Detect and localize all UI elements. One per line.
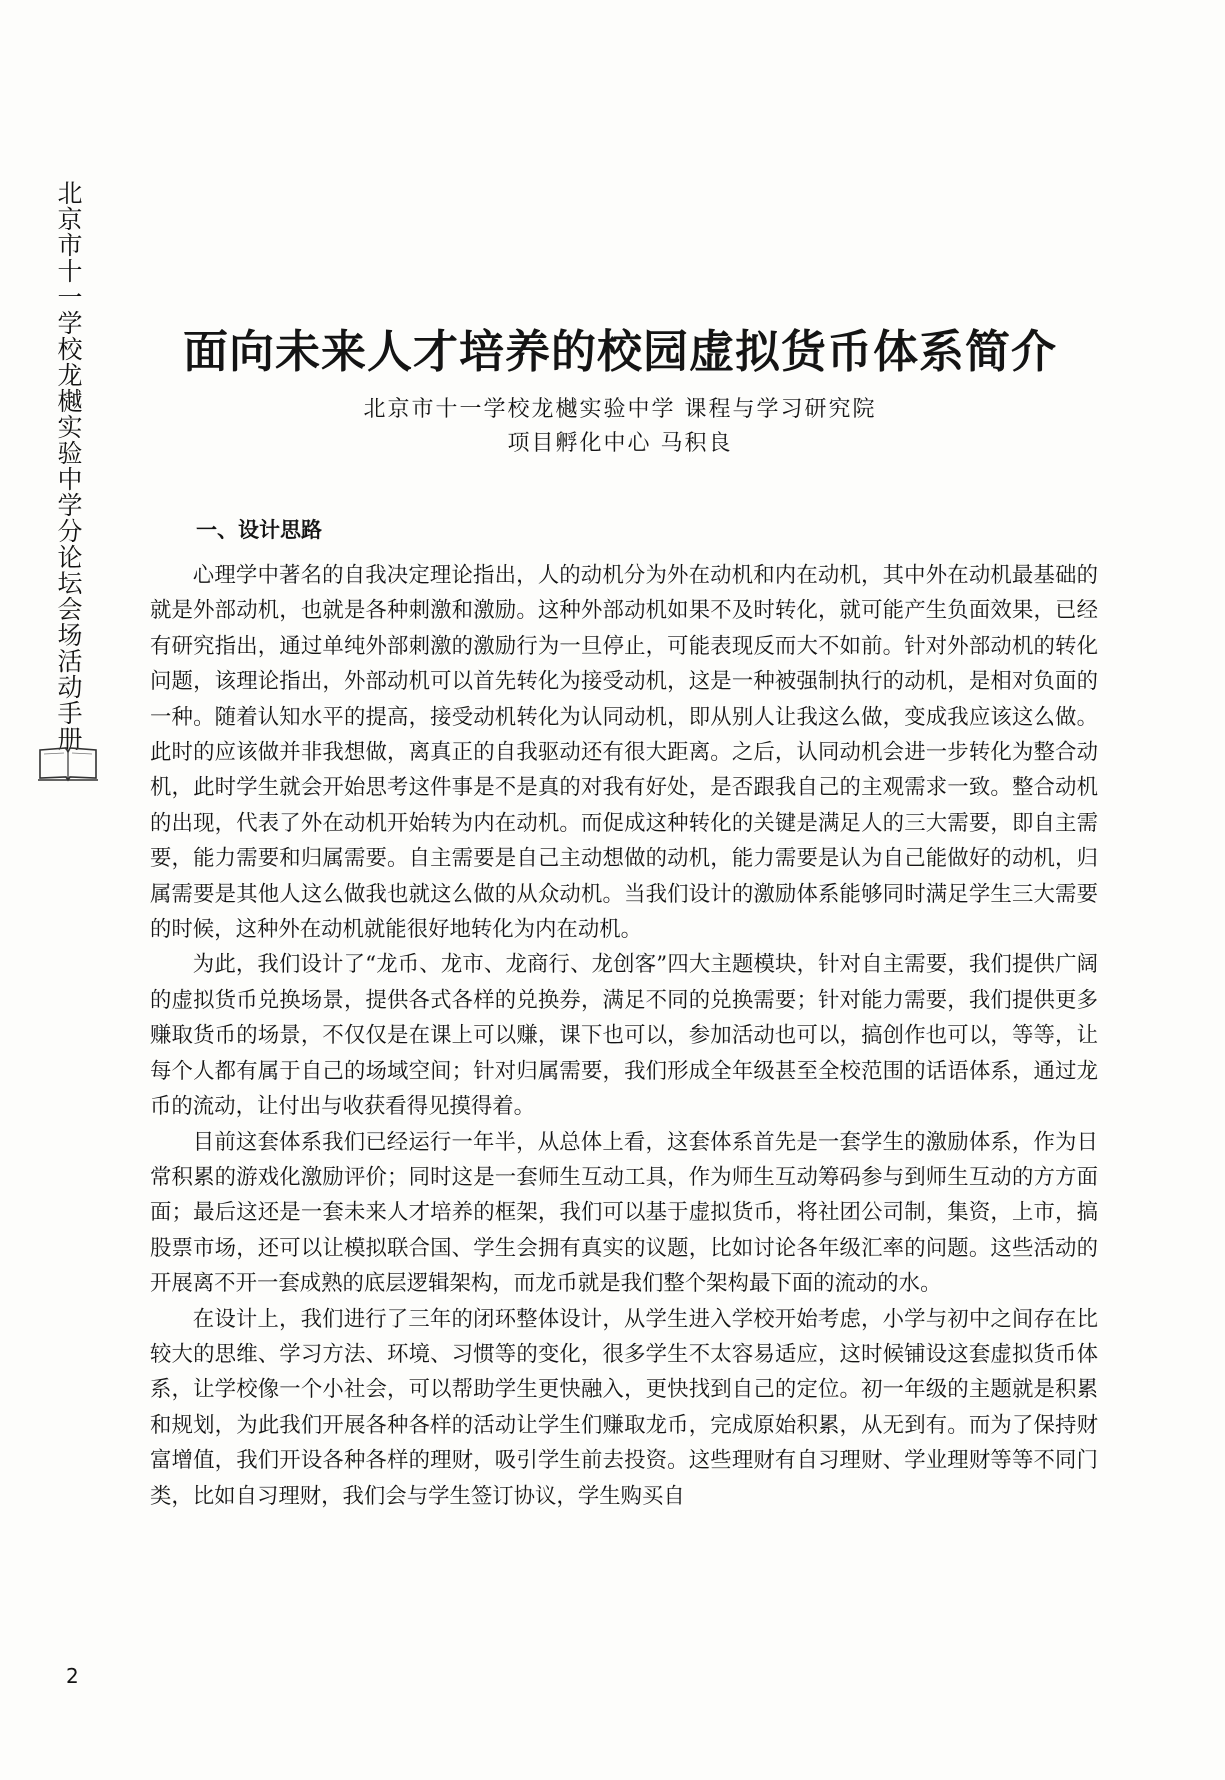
sidebar-title: 北京市十一学校龙樾实验中学分论坛会场活动手册 [54,180,83,752]
page-number: 2 [66,1664,79,1688]
book-icon [36,744,100,784]
paragraph: 在设计上，我们进行了三年的闭环整体设计，从学生进入学校开始考虑，小学与初中之间存在比较大的思维、学习方法、环境、习惯等的变化，很多学生不太容易适应，这时候铺设这套虚拟货币体系，让学校像一个小社会，可以帮助学生更快融入，更快找到自己的定位。初一年级的主题就是积累和规划，为此我们开展各种各样的活动让学生们赚取龙币，完成原始积累，从无到有。而为了保持财富增值，我们开设各种各样的理财，吸引学生前去投资。这些理财有自习理财、学业理财等等不同门类，比如自习理财，我们会与学生签订协议，学生购买自 [150,1306,1098,1509]
section-heading: 一、设计思路 [196,518,322,542]
paragraph: 目前这套体系我们已经运行一年半，从总体上看，这套体系首先是一套学生的激励体系，作为日常积累的游戏化激励评价；同时这是一套师生互动工具，作为师生互动筹码参与到师生互动的方方面面；最后这还是一套未来人才培养的框架，我们可以基于虚拟货币，将社团公司制，集资，上市，搞股票市场，还可以让模拟联合国、学生会拥有真实的议题，比如讨论各年级汇率的问题。这些活动的开展离不开一套成熟的底层逻辑架构，而龙币就是我们整个架构最下面的流动的水。 [150,1129,1098,1297]
author-name: 项目孵化中心 马积良 [507,431,733,456]
paragraph: 为此，我们设计了“龙币、龙市、龙商行、龙创客”四大主题模块，针对自主需要，我们提供广阔的虚拟货币兑换场景，提供各式各样的兑换券，满足不同的兑换需要；针对能力需要，我们提供更多赚取货币的场景，不仅仅是在课上可以赚，课下也可以，参加活动也可以，搞创作也可以，等等，让每个人都有属于自己的场域空间；针对归属需要，我们形成全年级甚至全校范围的话语体系，通过龙币的流动，让付出与收获看得见摸得着。 [150,952,1098,1120]
paragraph: 心理学中著名的自我决定理论指出，人的动机分为外在动机和内在动机，其中外在动机最基础的就是外部动机，也就是各种刺激和激励。这种外部动机如果不及时转化，就可能产生负面效果，已经有研究指出，通过单纯外部刺激的激励行为一旦停止，可能表现反而大不如前。针对外部动机的转化问题，该理论指出，外部动机可以首先转化为接受动机，这是一种被强制执行的动机，是相对负面的一种。随着认知水平的提高，接受动机转化为认同动机，即从别人让我这么做，变成我应该这么做。此时的应该做并非我想做，离真正的自我驱动还有很大距离。之后，认同动机会进一步转化为整合动机，此时学生就会开始思考这件事是不是真的对我有好处，是否跟我自己的主观需求一致。整合动机的出现，代表了外在动机开始转为内在动机。而促成这种转化的关键是满足人的三大需要，即自主需要，能力需要和归属需要。自主需要是自己主动想做的动机，能力需要是认为自己能做好的动机，归属需要是其他人这么做我也就这么做的从众动机。当我们设计的激励体系能够同时满足学生三大需要的时候，这种外在动机就能很好地转化为内在动机。 [150,563,1098,943]
author-affiliation: 北京市十一学校龙樾实验中学 课程与学习研究院 [363,397,877,422]
article-title: 面向未来人才培养的校园虚拟货币体系简介 [182,325,1057,378]
article-body [150,558,1098,1514]
